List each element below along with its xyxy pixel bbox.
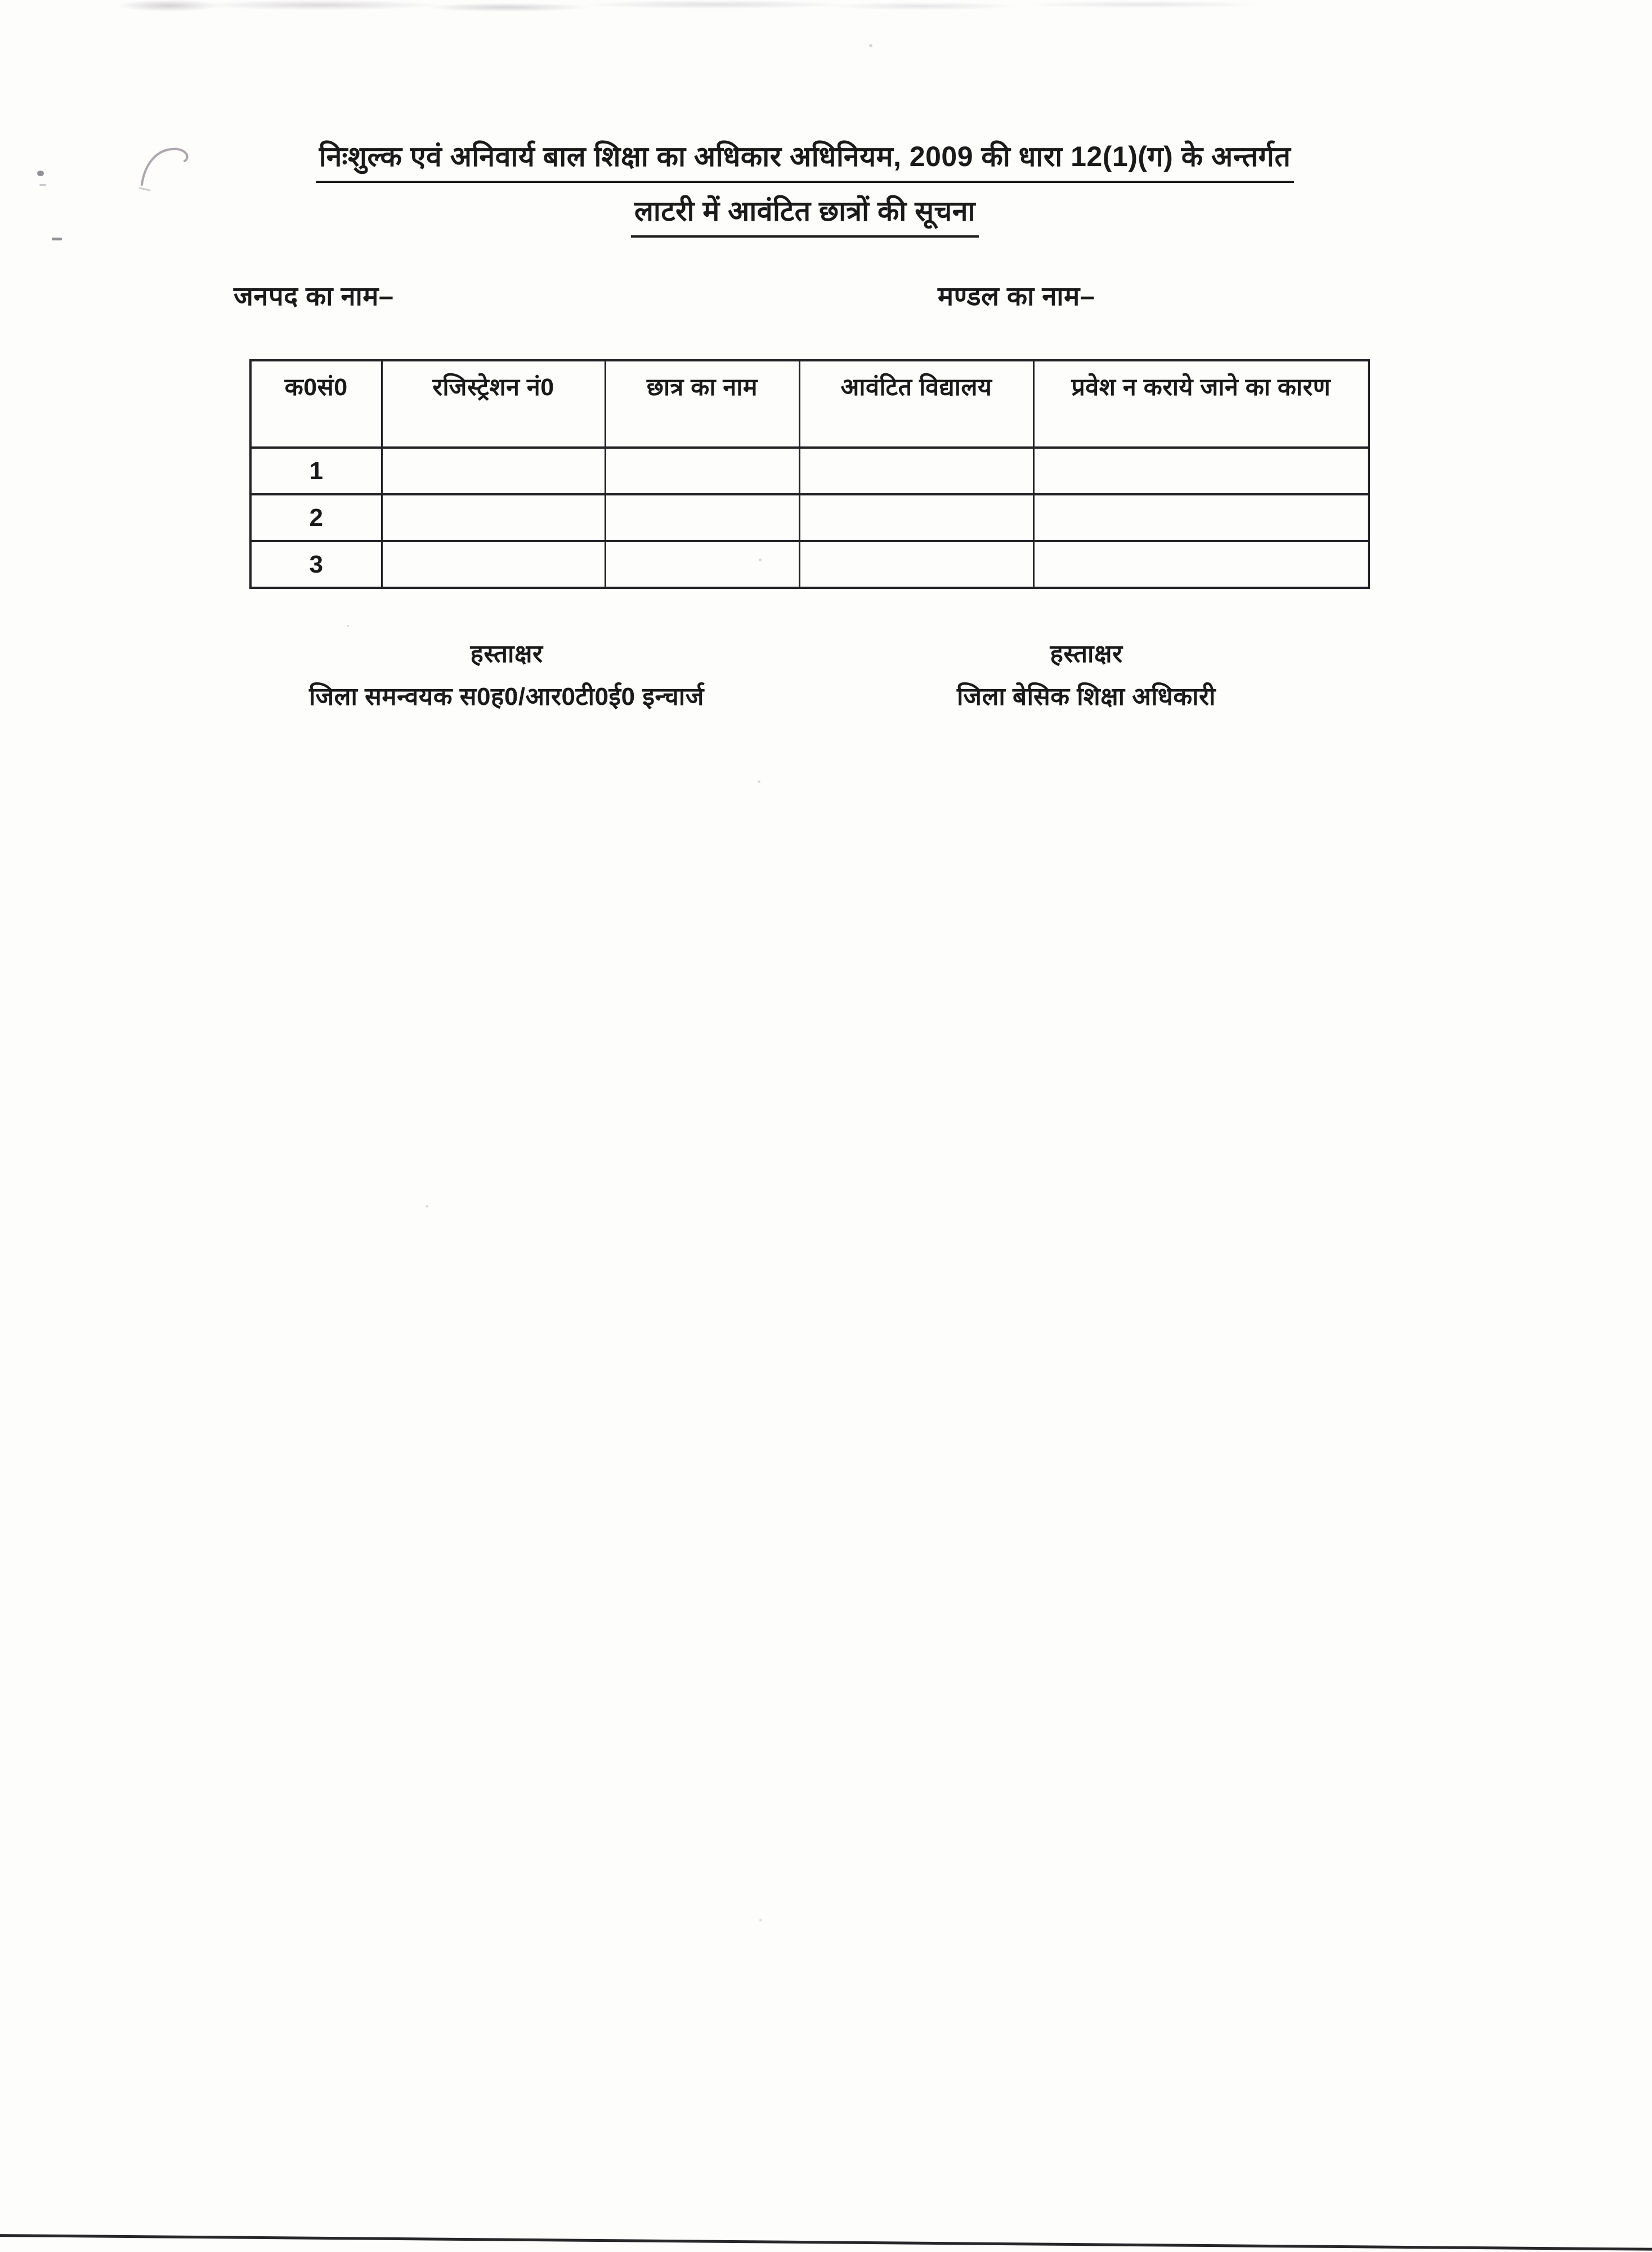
scan-speck-icon xyxy=(759,1919,762,1922)
scan-speck-icon xyxy=(869,44,872,47)
table-row xyxy=(250,541,1369,588)
empty-cell xyxy=(382,448,605,494)
empty-cell xyxy=(605,494,799,541)
column-header-allotted-school: आवंटित विद्यालय xyxy=(799,360,1033,448)
empty-cell xyxy=(799,541,1033,588)
district-name-label: जनपद का नाम– xyxy=(234,281,394,311)
pen-mark-artifact xyxy=(138,144,200,195)
form-title xyxy=(220,138,1390,238)
empty-cell xyxy=(382,541,605,588)
scan-speck-icon xyxy=(37,171,44,176)
signature-label: हस्ताक्षर xyxy=(1050,640,1123,668)
empty-cell xyxy=(1033,448,1369,494)
division-name-label: मण्डल का नाम– xyxy=(938,281,1095,311)
serial-cell: 1 xyxy=(250,448,382,494)
empty-cell xyxy=(799,494,1033,541)
serial-cell: 2 xyxy=(250,494,382,541)
column-header-registration: रजिस्ट्रेशन नं0 xyxy=(382,360,605,448)
scan-speck-icon xyxy=(347,625,349,627)
empty-cell xyxy=(1033,541,1369,588)
table-row xyxy=(250,494,1369,541)
empty-cell xyxy=(605,541,799,588)
scan-speck-icon xyxy=(52,238,62,240)
table-row xyxy=(250,448,1369,494)
scan-speck-icon xyxy=(758,780,760,783)
scan-speck-icon xyxy=(39,184,46,186)
column-header-student-name: छात्र का नाम xyxy=(605,360,799,448)
allotment-table xyxy=(249,359,1370,589)
signature-label: हस्ताक्षर xyxy=(470,640,543,668)
serial-cell: 3 xyxy=(250,541,382,588)
scan-edge-line xyxy=(0,2234,1652,2251)
table-header-row xyxy=(250,360,1369,448)
signature-block-coordinator xyxy=(236,642,777,709)
signatory-designation: जिला बेसिक शिक्षा अधिकारी xyxy=(957,683,1216,711)
scan-noise-band xyxy=(79,0,1261,24)
form-title-line1: निःशुल्क एवं अनिवार्य बाल शिक्षा का अधिकार अधिनियम, 2009 की धारा 12(1)(ग) के अन्तर्गत xyxy=(316,138,1295,183)
scan-speck-icon xyxy=(426,1205,428,1208)
empty-cell xyxy=(605,448,799,494)
signature-block-officer xyxy=(889,642,1283,709)
signatory-designation: जिला समन्वयक स0ह0/आर0टी0ई0 इन्चार्ज xyxy=(309,683,704,711)
empty-cell xyxy=(1033,494,1369,541)
column-header-reason: प्रवेश न कराये जाने का कारण xyxy=(1033,360,1369,448)
form-title-line2: लाटरी में आवंटित छात्रों की सूचना xyxy=(631,193,979,238)
empty-cell xyxy=(382,494,605,541)
empty-cell xyxy=(799,448,1033,494)
column-header-serial: क0सं0 xyxy=(250,360,382,448)
